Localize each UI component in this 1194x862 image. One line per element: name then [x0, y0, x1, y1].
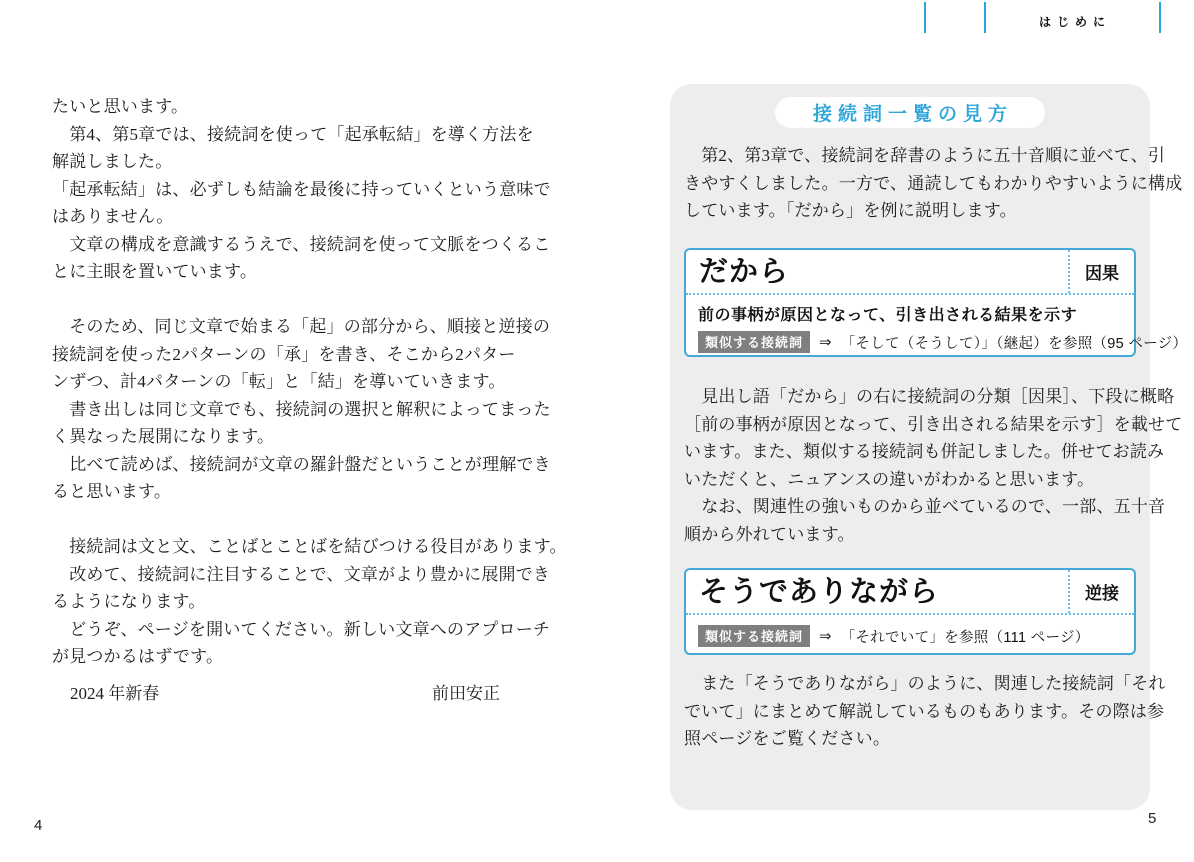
signature-row [52, 679, 500, 704]
similar-conjunction-row [698, 625, 1122, 647]
text-line: ンずつ、計4パターンの「転」と「結」を導いていきます。 [52, 372, 506, 391]
blank-line [52, 286, 538, 314]
entry-body [686, 295, 1188, 353]
text-line: いただくと、ニュアンスの違いがわかると思います。 [684, 469, 1095, 489]
similar-reference: 「そして（そうして）」（継起）を参照（95 ページ） [840, 335, 1188, 352]
entry-header-row [686, 570, 1134, 615]
howto-panel [670, 84, 1188, 810]
signature-date: 2024 年新春 [70, 684, 160, 703]
signature-author: 前田安正 [432, 684, 500, 703]
similar-badge: 類似する接続詞 [698, 331, 810, 353]
chapter-header-title: はじめに [1038, 15, 1111, 29]
text-line: はありません。 [52, 207, 174, 226]
text-line: が見つかるはずです。 [52, 647, 224, 666]
similar-conjunction-row [698, 331, 1188, 353]
entry-headword: そうでありながら [699, 576, 940, 608]
text-line: どうぞ、ページを開いてください。新しい文章へのアプローチ [52, 619, 551, 639]
entry-header-row [686, 250, 1134, 295]
entry-category-label: 因果 [1068, 250, 1134, 293]
panel-note [684, 670, 1166, 753]
blank-line [52, 506, 538, 534]
text-line: しています。「だから」を例に説明します。 [684, 201, 1017, 220]
similar-reference: 「それでいて」を参照（111 ページ） [840, 629, 1090, 646]
text-line: 接続詞を使った2パターンの「承」を書き、そこから2パター [52, 344, 516, 364]
text-line: 書き出しは同じ文章でも、接続詞の選択と解釈によってまった [52, 399, 551, 419]
text-line: きやすくしました。一方で、通読してもわかりやすいように構成 [684, 173, 1183, 193]
panel-explanation [684, 383, 1183, 548]
text-line: 見出し語「だから」の右に接続詞の分類［因果］、下段に概略 [684, 387, 1175, 406]
entry-category-label: 逆接 [1068, 570, 1134, 613]
text-line: 解説しました。 [52, 152, 173, 171]
panel-intro [684, 142, 1183, 225]
text-line: ［前の事柄が原因となって、引き出される結果を示す］を載せて [684, 414, 1183, 434]
text-line: そのため、同じ文章で始まる「起」の部分から、順接と逆接の [52, 317, 551, 336]
entry-body [686, 615, 1134, 647]
text-line: 改めて、接続詞に注目することで、文章がより豊かに展開でき [52, 564, 551, 584]
page-number-right: 5 [1148, 810, 1157, 827]
left-page-text [52, 93, 567, 671]
text-line: 文章の構成を意識するうえで、接続詞を使って文脈をつくるこ [52, 234, 551, 254]
page-number-left: 4 [34, 817, 43, 834]
text-line: ると思います。 [52, 482, 172, 501]
text-line: います。また、類似する接続詞も併記しました。併せてお読み [684, 442, 1165, 461]
text-line: でいて」にまとめて解説しているものもあります。その際は参 [684, 701, 1165, 721]
text-line: く異なった展開になります。 [52, 427, 275, 446]
text-line: 「起承転結」は、必ずしも結論を最後に持っていくという意味で [52, 179, 551, 199]
entry-headword: だから [699, 256, 790, 288]
double-arrow-icon: ⇒ [819, 628, 832, 645]
text-line: 照ページをご覧ください。 [684, 729, 891, 748]
text-line: なお、関連性の強いものから並べているので、一部、五十音 [684, 497, 1166, 516]
text-line: また「そうでありながら」のように、関連した接続詞「それ [684, 674, 1166, 693]
text-line: 比べて読めば、接続詞が文章の羅針盤だということが理解でき [52, 454, 551, 474]
entry-card-dakara [684, 248, 1188, 357]
text-line: 第4、第5章では、接続詞を使って「起承転結」を導く方法を [52, 124, 534, 144]
text-line: たいと思います。 [52, 97, 189, 116]
entry-card-soudearinagara [684, 568, 1136, 655]
double-arrow-icon: ⇒ [819, 334, 832, 351]
text-line: 接続詞は文と文、ことばとことばを結びつける役目があります。 [52, 537, 567, 556]
entry-description: 前の事柄が原因となって、引き出される結果を示す [698, 307, 1078, 324]
text-line: るようになります。 [52, 592, 206, 611]
similar-badge: 類似する接続詞 [698, 625, 810, 647]
text-line: 順から外れています。 [684, 524, 855, 544]
text-line: 第2、第3章で、接続詞を辞書のように五十音順に並べて、引 [684, 146, 1166, 165]
panel-title: 接続詞一覧の見方 [775, 97, 1045, 128]
text-line: とに主眼を置いています。 [52, 262, 258, 281]
index-tab-line [924, 2, 926, 33]
